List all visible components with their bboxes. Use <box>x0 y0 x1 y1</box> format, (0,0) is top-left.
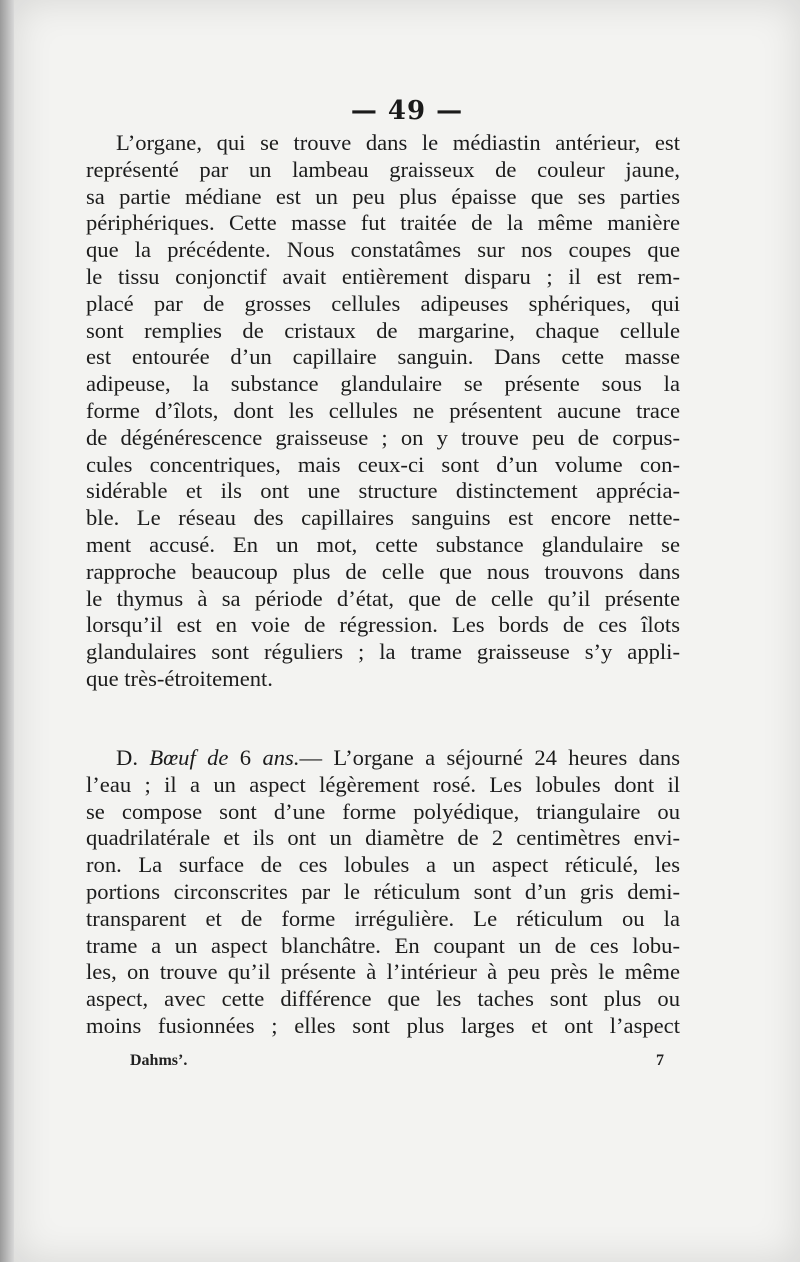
text-line: cules concentriques, mais ceux-ci sont d’un volume con- <box>86 451 680 477</box>
page-number-header: — 49 — <box>350 96 464 126</box>
text-line: quadrilatérale et ils ont un diamètre de 2 centimètres envi- <box>86 825 680 851</box>
text-line: se compose sont d’une forme polyédique, triangulaire ou <box>86 798 680 824</box>
text-line: glandulaires sont réguliers ; la trame graisseuse s’y appli- <box>86 639 680 665</box>
paragraph-2 <box>86 745 680 1040</box>
text-line: trame a un aspect blanchâtre. En coupant un de ces lobu- <box>86 932 680 958</box>
text-line: moins fusionnées ; elles sont plus larges et ont l’aspect <box>86 1012 680 1038</box>
text-line: le tissu conjonctif avait entièrement disparu ; il est rem- <box>86 263 680 289</box>
text-line: que très-étroitement. <box>86 665 273 691</box>
text-line: aspect, avec cette différence que les taches sont plus ou <box>86 986 680 1012</box>
printer-signature: Dahms’. <box>130 1052 188 1069</box>
text-line: sont remplies de cristaux de margarine, chaque cellule <box>86 317 680 343</box>
text-line: placé par de grosses cellules adipeuses sphériques, qui <box>86 290 680 316</box>
paragraph-2-first-line-rest: — L’organe a séjourné 24 heures dans <box>299 745 681 770</box>
text-line: le thymus à sa période d’état, que de celle qu’il présente <box>86 585 680 611</box>
text-line: périphériques. Cette masse fut traitée de la même manière <box>86 210 680 236</box>
sheet-number: 7 <box>656 1052 664 1069</box>
text-line: l’eau ; il a un aspect légèrement rosé. Les lobules dont il <box>86 771 680 797</box>
text-line: portions circonscrites par le réticulum sont d’un gris demi- <box>86 878 680 904</box>
paragraph-2-first-line <box>86 745 680 772</box>
text-line: ble. Le réseau des capillaires sanguins est encore nette- <box>86 505 680 531</box>
paragraph-1 <box>86 130 680 693</box>
section-letter: D. <box>116 745 150 770</box>
text-line: que la précédente. Nous constatâmes sur nos coupes que <box>86 237 680 263</box>
subject-age-unit-italic: ans. <box>262 745 300 770</box>
text-line: forme d’îlots, dont les cellules ne présentent aucune trace <box>86 397 680 423</box>
text-line: est entourée d’un capillaire sanguin. Dans cette masse <box>86 344 680 370</box>
subject-age-number: 6 <box>228 745 263 770</box>
text-line: adipeuse, la substance glandulaire se présente sous la <box>86 371 680 397</box>
text-line: les, on trouve qu’il présente à l’intérieur à peu près le même <box>86 959 680 985</box>
text-line: sa partie médiane est un peu plus épaisse que ses parties <box>86 183 680 209</box>
text-line: de dégénérescence graisseuse ; on y trouve peu de corpus- <box>86 424 680 450</box>
text-line: L’organe, qui se trouve dans le médiastin antérieur, est <box>116 130 680 155</box>
text-line: sidérable et ils ont une structure distinctement apprécia- <box>86 478 680 504</box>
book-page <box>14 0 800 1262</box>
text-line: représenté par un lambeau graisseux de couleur jaune, <box>86 156 680 182</box>
page-edge-shadow <box>0 0 14 1262</box>
text-line: ment accusé. En un mot, cette substance glandulaire se <box>86 531 680 557</box>
text-line: rapproche beaucoup plus de celle que nous trouvons dans <box>86 558 680 584</box>
subject-italic: Bœuf de <box>149 745 229 770</box>
text-line: ron. La surface de ces lobules a un aspect réticulé, les <box>86 852 680 878</box>
text-line: transparent et de forme irrégulière. Le réticulum ou la <box>86 905 680 931</box>
text-line: lorsqu’il est en voie de régression. Les bords de ces îlots <box>86 612 680 638</box>
